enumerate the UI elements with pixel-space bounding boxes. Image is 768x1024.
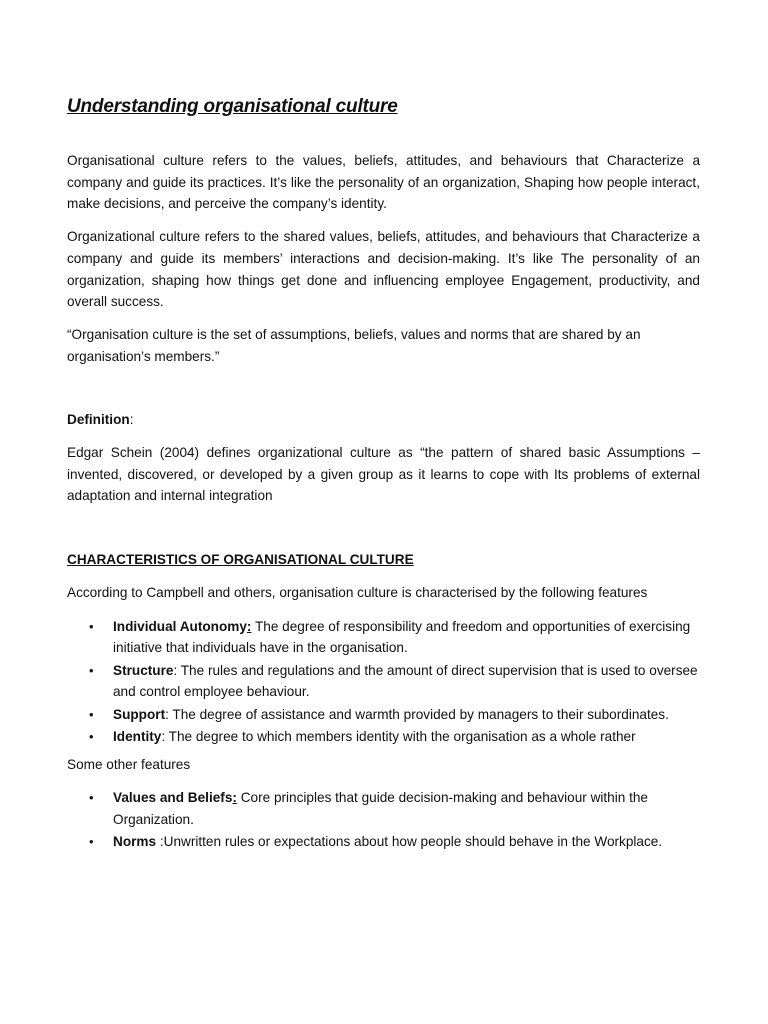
page-title: Understanding organisational culture [67, 96, 398, 117]
list-item-separator: : [165, 706, 169, 722]
list-item-separator: : [156, 834, 164, 850]
intro-paragraph-1: Organisational culture refers to the values, beliefs, attitudes, and behaviours that Characterize a company and guide its practices. It’s like the personality of an organization, Shaping how people interact, make decisions, and perceive the company’s identity. [67, 153, 700, 212]
list-item [67, 704, 700, 726]
intro-paragraph-2: Organizational culture refers to the shared values, beliefs, attitudes, and behaviours that Characterize a company and guide its members’ interactions and decision-making. It’s like The personality of an organization, shaping how things get done and influencing employee Engagement, productivity, and overall success. [67, 229, 700, 310]
list-item-term: Identity [113, 729, 162, 745]
list-item-term: Support [113, 706, 166, 722]
quote-paragraph: “Organisation culture is the set of assumptions, beliefs, values and norms that are shared by an organisation’s members.” [67, 326, 641, 364]
bullet-icon: • [89, 834, 94, 850]
list-item-text: The rules and regulations and the amount of direct supervision that is used to oversee and control employee behaviour. [113, 662, 698, 700]
list-item-text: The degree to which members identity with the organisation as a whole rather [165, 729, 636, 745]
list-item [67, 787, 700, 830]
list-item-term: Norms [113, 834, 157, 850]
other-features-list [67, 787, 700, 853]
other-features-lead: Some other features [67, 756, 191, 772]
list-item-text: Core principles that guide decision-making and behaviour within the Organization. [113, 790, 648, 827]
bullet-icon: • [89, 729, 94, 745]
list-item-text: The degree of assistance and warmth provided by managers to their subordinates. [168, 706, 669, 722]
definition-heading [67, 409, 700, 431]
list-item-text: Unwritten rules or expectations about how people should behave in the Workplace. [163, 834, 663, 850]
bullet-icon: • [89, 662, 94, 678]
list-item-term: Values and Beliefs [113, 790, 233, 806]
bullet-icon: • [89, 706, 94, 722]
list-item [67, 616, 700, 659]
definition-colon: : [129, 412, 134, 428]
list-item [67, 726, 700, 748]
characteristics-heading: CHARACTERISTICS OF ORGANISATIONAL CULTURE [67, 552, 414, 568]
list-item [67, 660, 700, 703]
bullet-icon: • [89, 790, 94, 806]
list-item-term: Individual Autonomy [113, 618, 247, 634]
bullet-icon: • [89, 618, 94, 634]
characteristics-lead: According to Campbell and others, organisation culture is characterised by the following features [67, 584, 648, 600]
list-item-separator: : [173, 662, 178, 678]
list-item [67, 831, 700, 853]
characteristics-list [67, 616, 700, 748]
definition-label: Definition [67, 412, 130, 428]
list-item-text: The degree of responsibility and freedom and opportunities of exercising initiative that individuals have in the organisation. [113, 618, 691, 656]
document-page [67, 95, 700, 854]
list-item-separator: : [161, 729, 166, 745]
list-item-separator: : [246, 618, 252, 634]
list-item-term: Structure [113, 662, 174, 678]
definition-text: Edgar Schein (2004) defines organizational culture as “the pattern of shared basic Assumptions – invented, discovered, or developed by a given group as it learns to cope with Its problems of external adaptation and internal integration [67, 445, 700, 504]
list-item-separator: : [232, 790, 237, 806]
